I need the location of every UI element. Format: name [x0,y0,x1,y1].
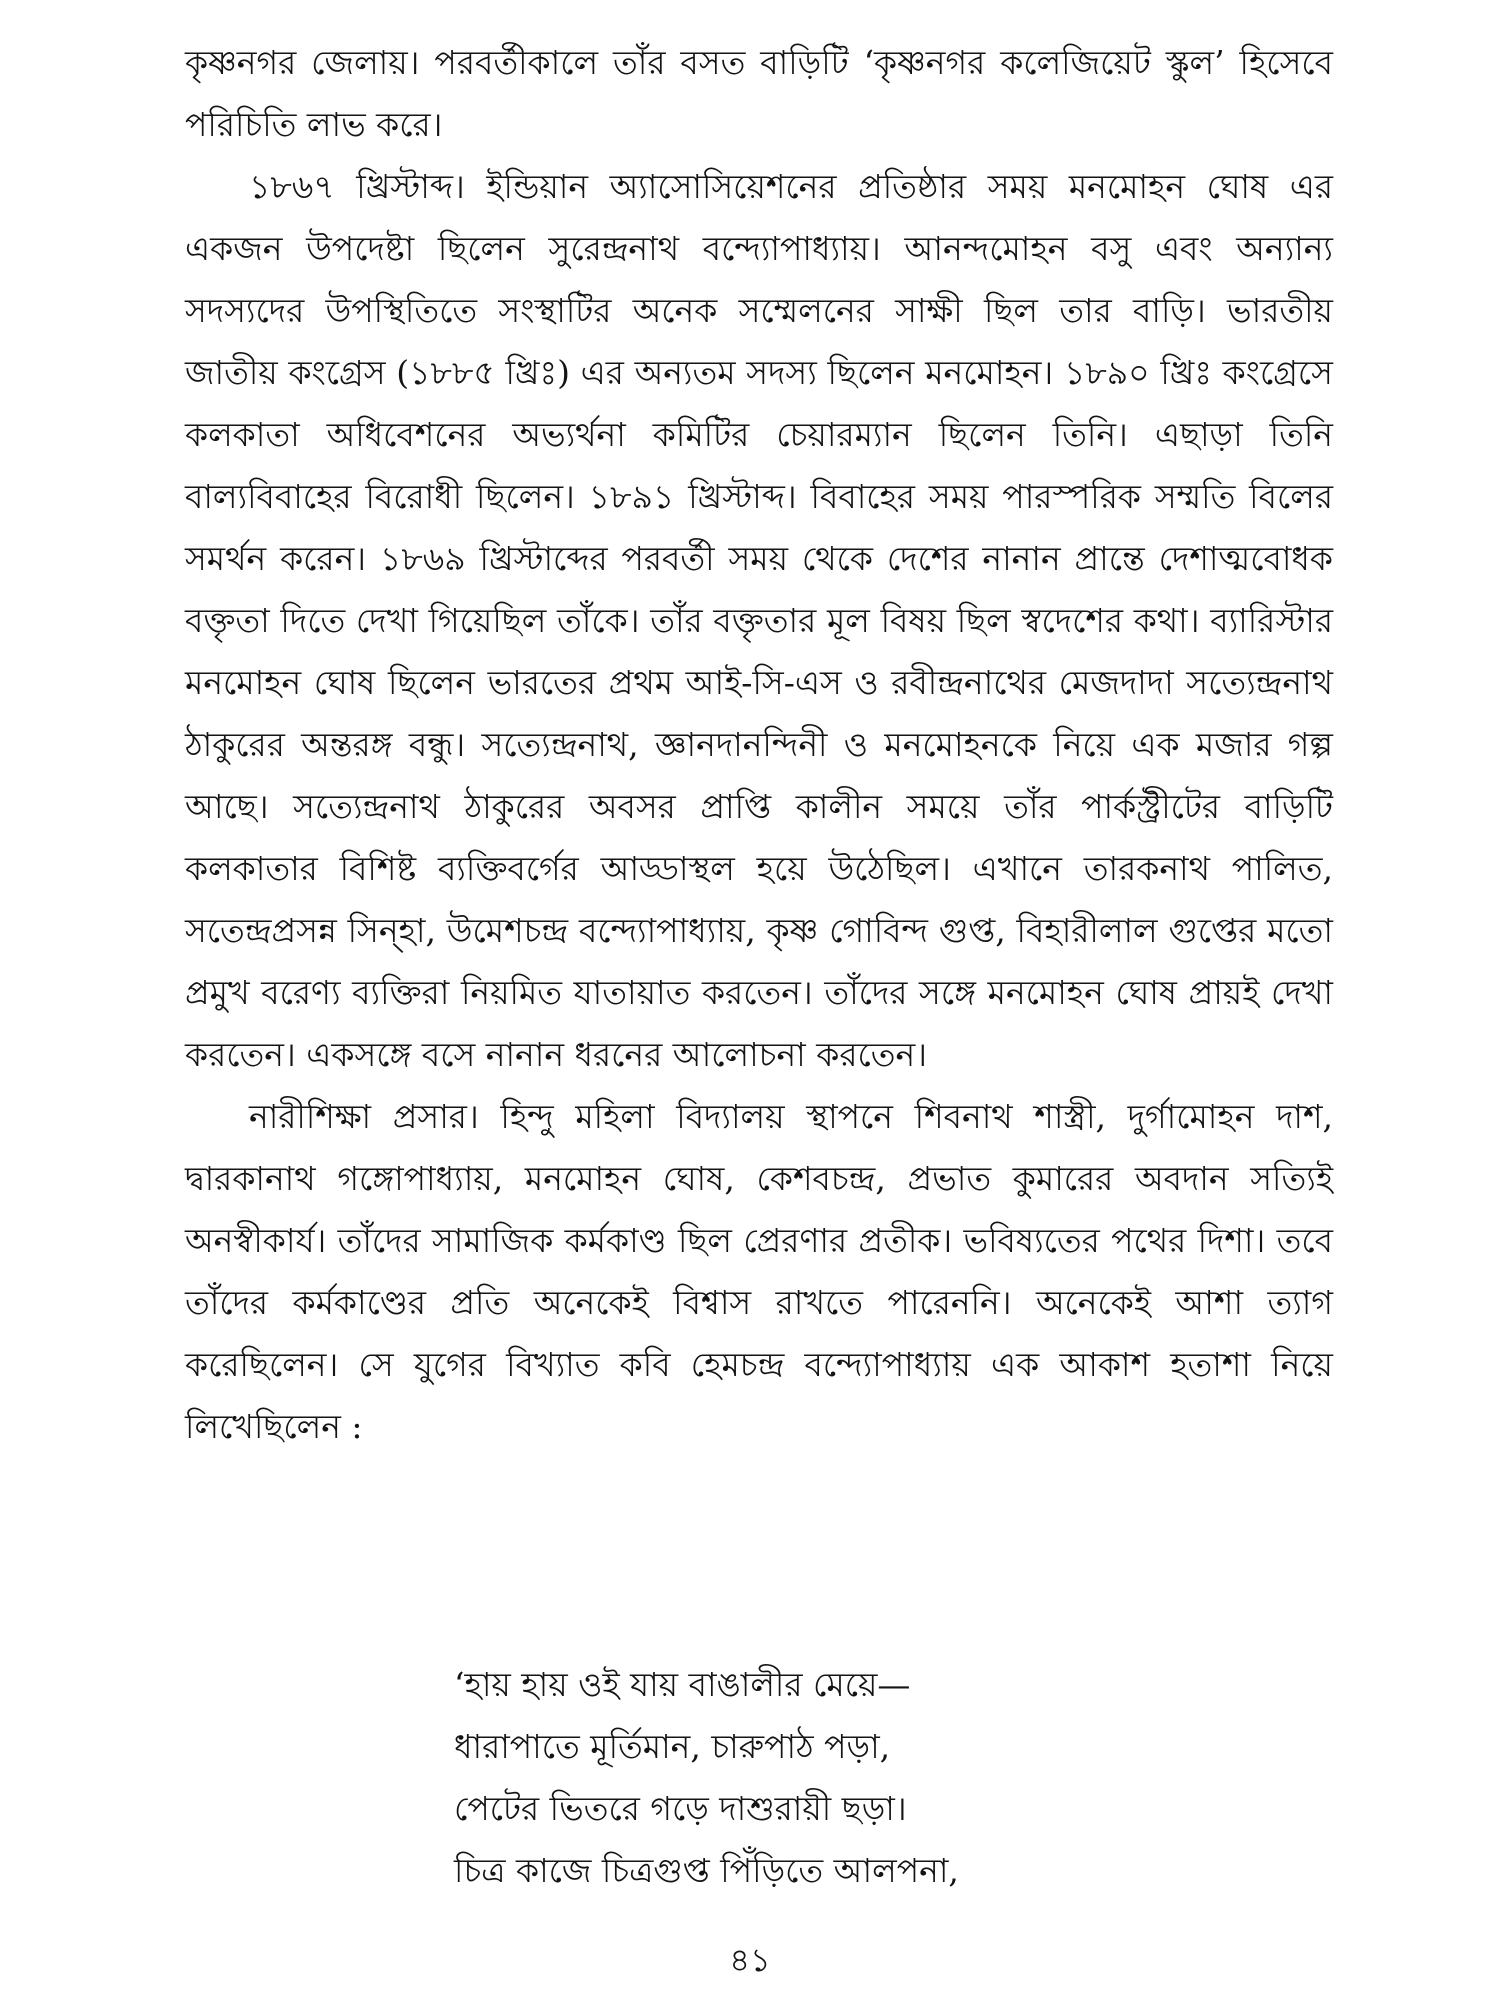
poem-quote [454,1654,1154,1902]
body-text [185,32,1333,1458]
poem-line: পেটের ভিতরে গড়ে দাশুরায়ী ছড়া। [454,1789,907,1828]
poem-line: ‘হায় হায় ওই যায় বাঙালীর মেয়ে— [454,1665,911,1704]
paragraph-manmohan-ghosh: ১৮৬৭ খ্রিস্টাব্দ। ইন্ডিয়ান অ্যাসোসিয়েশনের প্রতিষ্ঠার সময় মনমোহন ঘোষ এর একজন উপদেষ্টা ছিলেন সুরেন্দ্রনাথ বন্দ্যোপাধ্যায়। আনন্দমোহন বসু এবং অন্যান্য সদস্যদের উপস্থিতিতে সংস্থাটির অনেক সম্মেলনের সাক্ষী ছিল তার বাড়ি। ভারতীয় জাতীয় কংগ্রেস (১৮৮৫ খ্রিঃ) এর অন্যতম সদস্য ছিলেন মনমোহন। ১৮৯০ খ্রিঃ কংগ্রেসে কলকাতা অধিবেশনের অভ্যর্থনা কমিটির চেয়ারম্যান ছিলেন তিনি। এছাড়া তিনি বাল্যবিবাহের বিরোধী ছিলেন। ১৮৯১ খ্রিস্টাব্দ। বিবাহের সময় পারস্পরিক সম্মতি বিলের সমর্থন করেন। ১৮৬৯ খ্রিস্টাব্দের পরবর্তী সময় থেকে দেশের নানান প্রান্তে দেশাত্মবোধক বক্তৃতা দিতে দেখা গিয়েছিল তাঁকে। তাঁর বক্তৃতার মূল বিষয় ছিল স্বদেশের কথা। ব্যারিস্টার মনমোহন ঘোষ ছিলেন ভারতের প্রথম আই-সি-এস ও রবীন্দ্রনাথের মেজদাদা সত্যেন্দ্রনাথ ঠাকুরের অন্তরঙ্গ বন্ধু। সত্যেন্দ্রনাথ, জ্ঞানদানন্দিনী ও মনমোহনকে নিয়ে এক মজার গল্প আছে। সত্যেন্দ্রনাথ ঠাকুরের অবসর প্রাপ্তি কালীন সময়ে তাঁর পার্কস্ট্রীটের বাড়িটি কলকাতার বিশিষ্ট ব্যক্তিবর্গের আড্ডাস্থল হয়ে উঠেছিল। এখানে তারকনাথ পালিত, সতেন্দ্রপ্রসন্ন সিন্হা, উমেশচন্দ্র বন্দ্যোপাধ্যায়, কৃষ্ণ গোবিন্দ গুপ্ত, বিহারীলাল গুপ্তের মতো প্রমুখ বরেণ্য ব্যক্তিরা নিয়মিত যাতায়াত করতেন। তাঁদের সঙ্গে মনমোহন ঘোষ প্রায়ই দেখা করতেন। একসঙ্গে বসে নানান ধরনের আলোচনা করতেন। [185,167,1333,1074]
poem-line: চিত্র কাজে চিত্রগুপ্ত পিঁড়িতে আলপনা, [454,1851,959,1890]
poem-line: ধারাপাতে মূর্তিমান, চারুপাঠ পড়া, [454,1727,891,1766]
paragraph-women-education: নারীশিক্ষা প্রসার। হিন্দু মহিলা বিদ্যালয় স্থাপনে শিবনাথ শাস্ত্রী, দুর্গামোহন দাশ, দ্বারকানাথ গঙ্গোপাধ্যায়, মনমোহন ঘোষ, কেশবচন্দ্র, প্রভাত কুমারের অবদান সত্যিই অনস্বীকার্য। তাঁদের সামাজিক কর্মকাণ্ড ছিল প্রেরণার প্রতীক। ভবিষ্যতের পথের দিশা। তবে তাঁদের কর্মকাণ্ডের প্রতি অনেকেই বিশ্বাস রাখতে পারেননি। অনেকেই আশা ত্যাগ করেছিলেন। সে যুগের বিখ্যাত কবি হেমচন্দ্র বন্দ্যোপাধ্যায় এক আকাশ হতাশা নিয়ে লিখেছিলেন : [185,1097,1333,1446]
paragraph-continuation: কৃষ্ণনগর জেলায়। পরবর্তীকালে তাঁর বসত বাড়িটি ‘কৃষ্ণনগর কলেজিয়েট স্কুল’ হিসেবে পরিচিতি লাভ করে। [185,43,1333,144]
page-number: ৪১ [729,1941,771,1979]
